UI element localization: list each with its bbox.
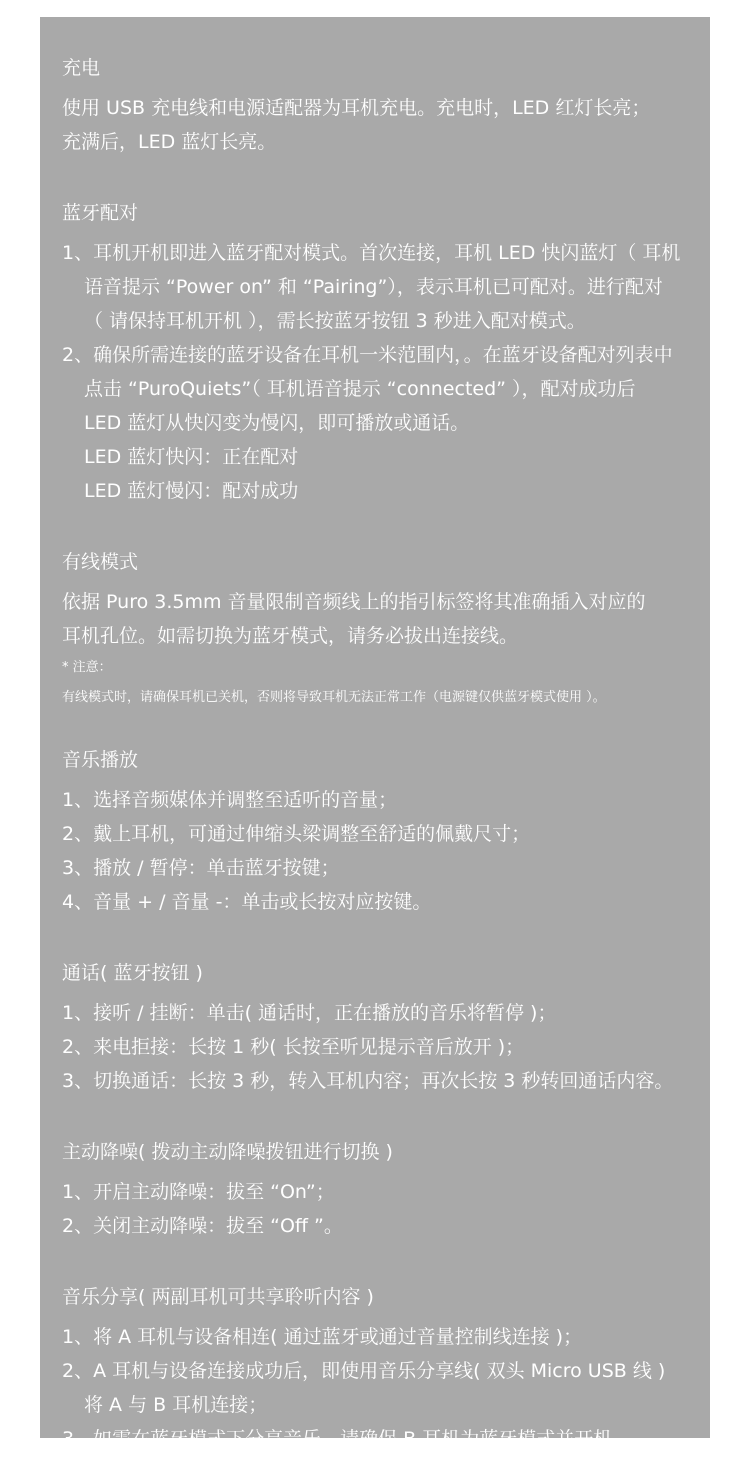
share-section bbox=[62, 1282, 688, 1456]
call-step: 3、切换通话：长按 3 秒，转入耳机内容；再次长按 3 秒转回通话内容。 bbox=[62, 1070, 674, 1092]
wired-note-label: * 注意： bbox=[62, 660, 112, 675]
pairing-step-2: 2、确保所需连接的蓝牙设备在耳机一米范围内，。在蓝牙设备配对列表中 bbox=[62, 344, 673, 366]
wired-note-text: 有线模式时，请确保耳机已关机，否则将导致耳机无法正常工作（电源键仅供蓝牙模式使用 ）。 bbox=[62, 690, 606, 705]
music-step: 1、选择音频媒体并调整至适听的音量； bbox=[62, 789, 398, 811]
pairing-title: 蓝牙配对 bbox=[62, 202, 139, 224]
share-title: 音乐分享( 两副耳机可共享聆听内容 ) bbox=[62, 1286, 374, 1308]
charging-line: 充满后，LED 蓝灯长亮。 bbox=[62, 131, 277, 153]
music-section bbox=[62, 745, 688, 919]
pairing-led-fast: LED 蓝灯快闪：正在配对 bbox=[84, 446, 299, 468]
call-title: 通话( 蓝牙按钮 ) bbox=[62, 962, 203, 984]
anc-step: 1、开启主动降噪：拔至 “On”； bbox=[62, 1181, 335, 1203]
anc-title: 主动降噪( 拨动主动降噪拨钮进行切换 ) bbox=[62, 1141, 393, 1163]
charging-title: 充电 bbox=[62, 57, 101, 79]
pairing-step-2-cont: LED 蓝灯从快闪变为慢闪，即可播放或通话。 bbox=[84, 412, 470, 434]
pairing-step-1-cont: （ 请保持耳机开机 ），需长按蓝牙按钮 3 秒进入配对模式。 bbox=[84, 310, 586, 332]
music-title: 音乐播放 bbox=[62, 749, 139, 771]
manual-panel bbox=[40, 17, 710, 1450]
call-step: 1、接听 / 挂断：单击( 通话时，正在播放的音乐将暂停 )； bbox=[62, 1002, 557, 1024]
pairing-step-1: 1、耳机开机即进入蓝牙配对模式。首次连接，耳机 LED 快闪蓝灯（ 耳机 bbox=[62, 242, 681, 264]
anc-section bbox=[62, 1137, 688, 1243]
music-step: 4、音量 + / 音量 -：单击或长按对应按键。 bbox=[62, 891, 432, 913]
pairing-step-2-cont: 点击 “PuroQuiets”（ 耳机语音提示 “connected” ），配对成功后 bbox=[84, 378, 636, 400]
share-step-2-cont: 将 A 与 B 耳机连接； bbox=[84, 1394, 268, 1416]
music-step: 3、播放 / 暂停：单击蓝牙按键； bbox=[62, 857, 340, 879]
charging-section bbox=[62, 53, 688, 159]
wired-line: 耳机孔位。如需切换为蓝牙模式，请务必拔出连接线。 bbox=[62, 625, 519, 647]
wired-line: 依据 Puro 3.5mm 音量限制音频线上的指引标签将其准确插入对应的 bbox=[62, 591, 646, 613]
wired-section bbox=[62, 547, 688, 711]
call-section bbox=[62, 958, 688, 1098]
pairing-step-1-cont: 语音提示 “Power on” 和 “Pairing”），表示耳机已可配对。进行配对 bbox=[84, 276, 663, 298]
anc-step: 2、关闭主动降噪：拔至 “Off ”。 bbox=[62, 1215, 343, 1237]
wired-title: 有线模式 bbox=[62, 551, 139, 573]
share-step-1: 1、将 A 耳机与设备相连( 通过蓝牙或通过音量控制线连接 )； bbox=[62, 1326, 583, 1348]
share-step-2: 2、A 耳机与设备连接成功后，即使用音乐分享线( 双头 Micro USB 线 ) bbox=[62, 1360, 666, 1382]
music-step: 2、戴上耳机，可通过伸缩头梁调整至舒适的佩戴尺寸； bbox=[62, 823, 531, 845]
pairing-led-slow: LED 蓝灯慢闪：配对成功 bbox=[84, 480, 299, 502]
call-step: 2、来电拒接：长按 1 秒( 长按至听见提示音后放开 )； bbox=[62, 1036, 525, 1058]
pairing-section bbox=[62, 198, 688, 508]
charging-line: 使用 USB 充电线和电源适配器为耳机充电。充电时，LED 红灯长亮； bbox=[62, 97, 651, 119]
share-step-3: 3、如需在蓝牙模式下分享音乐，请确保 B 耳机为蓝牙模式并开机。 bbox=[62, 1428, 632, 1450]
